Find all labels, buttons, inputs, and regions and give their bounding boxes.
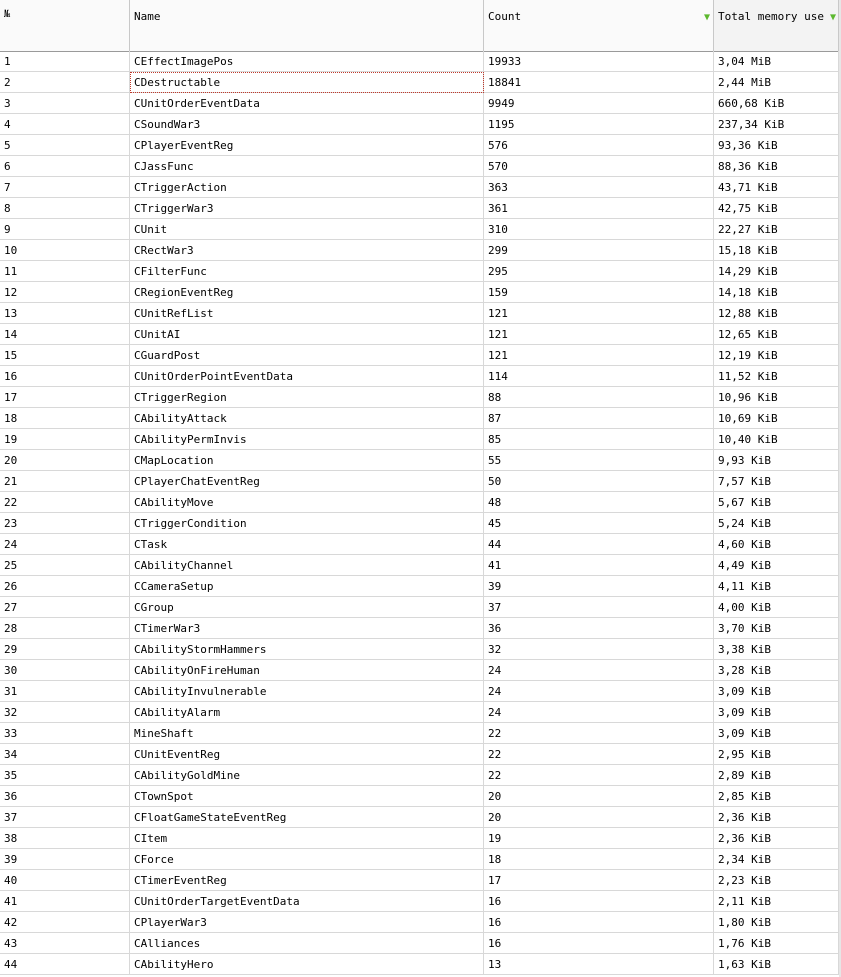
memory-cell[interactable]: 88,36 KiB xyxy=(714,156,839,177)
name-cell[interactable]: CRectWar3 xyxy=(130,240,484,261)
table-row[interactable] xyxy=(0,303,841,324)
table-row[interactable] xyxy=(0,513,841,534)
memory-cell[interactable]: 12,88 KiB xyxy=(714,303,839,324)
name-cell[interactable]: CUnit xyxy=(130,219,484,240)
name-cell[interactable]: CAbilityGoldMine xyxy=(130,765,484,786)
table-row[interactable] xyxy=(0,156,841,177)
row-number-cell[interactable]: 29 xyxy=(0,639,130,660)
count-cell[interactable]: 16 xyxy=(484,891,714,912)
row-number-cell[interactable]: 43 xyxy=(0,933,130,954)
memory-cell[interactable]: 2,23 KiB xyxy=(714,870,839,891)
row-number-cell[interactable]: 41 xyxy=(0,891,130,912)
memory-cell[interactable]: 1,63 KiB xyxy=(714,954,839,975)
row-number-cell[interactable]: 32 xyxy=(0,702,130,723)
table-row[interactable] xyxy=(0,954,841,975)
memory-cell[interactable]: 42,75 KiB xyxy=(714,198,839,219)
row-number-cell[interactable]: 37 xyxy=(0,807,130,828)
count-cell[interactable]: 24 xyxy=(484,660,714,681)
table-row[interactable] xyxy=(0,807,841,828)
count-cell[interactable]: 19 xyxy=(484,828,714,849)
memory-cell[interactable]: 4,49 KiB xyxy=(714,555,839,576)
count-cell[interactable]: 85 xyxy=(484,429,714,450)
table-row[interactable] xyxy=(0,282,841,303)
name-cell[interactable]: CTriggerRegion xyxy=(130,387,484,408)
table-row[interactable] xyxy=(0,597,841,618)
name-cell[interactable]: CUnitEventReg xyxy=(130,744,484,765)
name-cell[interactable]: CTriggerWar3 xyxy=(130,198,484,219)
row-number-cell[interactable]: 17 xyxy=(0,387,130,408)
row-number-cell[interactable]: 21 xyxy=(0,471,130,492)
name-cell[interactable]: CEffectImagePos xyxy=(130,51,484,72)
table-row[interactable] xyxy=(0,366,841,387)
table-row[interactable] xyxy=(0,723,841,744)
column-header-name[interactable] xyxy=(130,0,484,51)
column-header-total-memory[interactable] xyxy=(714,0,839,51)
name-cell[interactable]: CAbilityAlarm xyxy=(130,702,484,723)
name-cell[interactable]: CAbilityInvulnerable xyxy=(130,681,484,702)
name-cell[interactable]: CPlayerChatEventReg xyxy=(130,471,484,492)
count-cell[interactable]: 45 xyxy=(484,513,714,534)
count-cell[interactable]: 37 xyxy=(484,597,714,618)
memory-cell[interactable]: 7,57 KiB xyxy=(714,471,839,492)
row-number-cell[interactable]: 14 xyxy=(0,324,130,345)
row-number-cell[interactable]: 33 xyxy=(0,723,130,744)
count-cell[interactable]: 44 xyxy=(484,534,714,555)
sort-desc-icon[interactable]: ▼ xyxy=(703,12,710,23)
name-cell[interactable]: CMapLocation xyxy=(130,450,484,471)
memory-cell[interactable]: 2,44 MiB xyxy=(714,72,839,93)
count-cell[interactable]: 24 xyxy=(484,681,714,702)
count-cell[interactable]: 570 xyxy=(484,156,714,177)
count-cell[interactable]: 24 xyxy=(484,702,714,723)
memory-cell[interactable]: 10,96 KiB xyxy=(714,387,839,408)
memory-cell[interactable]: 22,27 KiB xyxy=(714,219,839,240)
count-cell[interactable]: 22 xyxy=(484,723,714,744)
memory-cell[interactable]: 237,34 KiB xyxy=(714,114,839,135)
row-number-cell[interactable]: 23 xyxy=(0,513,130,534)
memory-cell[interactable]: 93,36 KiB xyxy=(714,135,839,156)
memory-cell[interactable]: 4,11 KiB xyxy=(714,576,839,597)
memory-cell[interactable]: 3,04 MiB xyxy=(714,51,839,72)
count-cell[interactable]: 36 xyxy=(484,618,714,639)
table-row[interactable] xyxy=(0,51,841,72)
name-cell[interactable]: CUnitOrderEventData xyxy=(130,93,484,114)
row-number-cell[interactable]: 24 xyxy=(0,534,130,555)
table-row[interactable] xyxy=(0,891,841,912)
row-number-cell[interactable]: 19 xyxy=(0,429,130,450)
name-cell[interactable]: MineShaft xyxy=(130,723,484,744)
name-cell[interactable]: CUnitAI xyxy=(130,324,484,345)
count-cell[interactable]: 361 xyxy=(484,198,714,219)
name-cell[interactable]: CAbilityOnFireHuman xyxy=(130,660,484,681)
row-number-cell[interactable]: 30 xyxy=(0,660,130,681)
count-cell[interactable]: 20 xyxy=(484,786,714,807)
memory-cell[interactable]: 3,09 KiB xyxy=(714,723,839,744)
row-number-cell[interactable]: 5 xyxy=(0,135,130,156)
memory-cell[interactable]: 2,36 KiB xyxy=(714,807,839,828)
column-header-label: Count xyxy=(488,10,522,23)
memory-cell[interactable]: 3,70 KiB xyxy=(714,618,839,639)
name-cell[interactable]: CTriggerAction xyxy=(130,177,484,198)
row-number-cell[interactable]: 20 xyxy=(0,450,130,471)
count-cell[interactable]: 16 xyxy=(484,912,714,933)
name-cell[interactable]: CItem xyxy=(130,828,484,849)
count-cell[interactable]: 32 xyxy=(484,639,714,660)
count-cell[interactable]: 121 xyxy=(484,303,714,324)
name-cell[interactable]: CAbilityHero xyxy=(130,954,484,975)
memory-cell[interactable]: 2,36 KiB xyxy=(714,828,839,849)
column-header-count[interactable] xyxy=(484,0,714,51)
memory-cell[interactable]: 14,29 KiB xyxy=(714,261,839,282)
name-cell[interactable]: CTriggerCondition xyxy=(130,513,484,534)
table-row[interactable] xyxy=(0,387,841,408)
row-number-cell[interactable]: 6 xyxy=(0,156,130,177)
row-number-cell[interactable]: 22 xyxy=(0,492,130,513)
memory-cell[interactable]: 14,18 KiB xyxy=(714,282,839,303)
name-cell[interactable]: CGroup xyxy=(130,597,484,618)
count-cell[interactable]: 159 xyxy=(484,282,714,303)
table-row[interactable] xyxy=(0,408,841,429)
table-row[interactable] xyxy=(0,198,841,219)
memory-cell[interactable]: 10,40 KiB xyxy=(714,429,839,450)
table-row[interactable] xyxy=(0,912,841,933)
memory-cell[interactable]: 660,68 KiB xyxy=(714,93,839,114)
table-row[interactable] xyxy=(0,576,841,597)
table-row[interactable] xyxy=(0,93,841,114)
memory-cell[interactable]: 12,19 KiB xyxy=(714,345,839,366)
count-cell[interactable]: 87 xyxy=(484,408,714,429)
count-cell[interactable]: 50 xyxy=(484,471,714,492)
name-cell[interactable]: CJassFunc xyxy=(130,156,484,177)
count-cell[interactable]: 19933 xyxy=(484,51,714,72)
row-number-cell[interactable]: 31 xyxy=(0,681,130,702)
row-number-cell[interactable]: 12 xyxy=(0,282,130,303)
name-cell[interactable]: CUnitRefList xyxy=(130,303,484,324)
count-cell[interactable]: 121 xyxy=(484,324,714,345)
memory-cell[interactable]: 4,00 KiB xyxy=(714,597,839,618)
count-cell[interactable]: 1195 xyxy=(484,114,714,135)
count-cell[interactable]: 9949 xyxy=(484,93,714,114)
count-cell[interactable]: 20 xyxy=(484,807,714,828)
name-cell[interactable]: CTask xyxy=(130,534,484,555)
row-number-cell[interactable]: 28 xyxy=(0,618,130,639)
count-cell[interactable]: 18 xyxy=(484,849,714,870)
memory-cell[interactable]: 2,85 KiB xyxy=(714,786,839,807)
table-row[interactable] xyxy=(0,765,841,786)
table-row[interactable] xyxy=(0,639,841,660)
table-row[interactable] xyxy=(0,849,841,870)
name-cell[interactable]: CDestructable xyxy=(130,72,484,93)
table-row[interactable] xyxy=(0,786,841,807)
table-row[interactable] xyxy=(0,828,841,849)
row-number-cell[interactable]: 4 xyxy=(0,114,130,135)
row-number-cell[interactable]: 9 xyxy=(0,219,130,240)
row-number-cell[interactable]: 42 xyxy=(0,912,130,933)
table-row[interactable] xyxy=(0,681,841,702)
name-cell[interactable]: CPlayerEventReg xyxy=(130,135,484,156)
count-cell[interactable]: 121 xyxy=(484,345,714,366)
name-cell[interactable]: CTownSpot xyxy=(130,786,484,807)
memory-cell[interactable]: 5,67 KiB xyxy=(714,492,839,513)
column-header-number[interactable] xyxy=(0,0,130,51)
count-cell[interactable]: 13 xyxy=(484,954,714,975)
memory-cell[interactable]: 1,76 KiB xyxy=(714,933,839,954)
memory-cell[interactable]: 3,38 KiB xyxy=(714,639,839,660)
row-number-cell[interactable]: 13 xyxy=(0,303,130,324)
table-row[interactable] xyxy=(0,345,841,366)
table-row[interactable] xyxy=(0,555,841,576)
memory-cell[interactable]: 15,18 KiB xyxy=(714,240,839,261)
memory-cell[interactable]: 1,80 KiB xyxy=(714,912,839,933)
table-row[interactable] xyxy=(0,240,841,261)
row-number-cell[interactable]: 16 xyxy=(0,366,130,387)
row-number-cell[interactable]: 10 xyxy=(0,240,130,261)
name-cell[interactable]: CAbilityAttack xyxy=(130,408,484,429)
row-number-cell[interactable]: 25 xyxy=(0,555,130,576)
name-cell[interactable]: CGuardPost xyxy=(130,345,484,366)
name-cell[interactable]: CAbilityStormHammers xyxy=(130,639,484,660)
count-cell[interactable]: 55 xyxy=(484,450,714,471)
count-cell[interactable]: 114 xyxy=(484,366,714,387)
name-cell[interactable]: CPlayerWar3 xyxy=(130,912,484,933)
count-cell[interactable]: 48 xyxy=(484,492,714,513)
name-cell[interactable]: CUnitOrderPointEventData xyxy=(130,366,484,387)
table-row[interactable] xyxy=(0,324,841,345)
name-cell[interactable]: CForce xyxy=(130,849,484,870)
table-row[interactable] xyxy=(0,618,841,639)
table-row[interactable] xyxy=(0,177,841,198)
count-cell[interactable]: 41 xyxy=(484,555,714,576)
memory-cell[interactable]: 5,24 KiB xyxy=(714,513,839,534)
row-number-cell[interactable]: 26 xyxy=(0,576,130,597)
row-number-cell[interactable]: 27 xyxy=(0,597,130,618)
row-number-cell[interactable]: 39 xyxy=(0,849,130,870)
row-number-cell[interactable]: 2 xyxy=(0,72,130,93)
table-body xyxy=(0,51,841,975)
name-cell[interactable]: CRegionEventReg xyxy=(130,282,484,303)
memory-cell[interactable]: 9,93 KiB xyxy=(714,450,839,471)
count-cell[interactable]: 39 xyxy=(484,576,714,597)
memory-cell[interactable]: 12,65 KiB xyxy=(714,324,839,345)
memory-cell[interactable]: 3,28 KiB xyxy=(714,660,839,681)
row-number-cell[interactable]: 3 xyxy=(0,93,130,114)
row-number-cell[interactable]: 40 xyxy=(0,870,130,891)
name-cell[interactable]: CTimerEventReg xyxy=(130,870,484,891)
table-row[interactable] xyxy=(0,492,841,513)
row-number-cell[interactable]: 15 xyxy=(0,345,130,366)
table-row[interactable] xyxy=(0,870,841,891)
memory-cell[interactable]: 43,71 KiB xyxy=(714,177,839,198)
name-cell[interactable]: CAbilityMove xyxy=(130,492,484,513)
table-header xyxy=(0,0,841,52)
memory-cell[interactable]: 4,60 KiB xyxy=(714,534,839,555)
row-number-cell[interactable]: 36 xyxy=(0,786,130,807)
name-cell[interactable]: CUnitOrderTargetEventData xyxy=(130,891,484,912)
column-header-label: Total memory use xyxy=(718,10,824,23)
table-row[interactable] xyxy=(0,744,841,765)
sort-desc-icon[interactable]: ▼ xyxy=(829,12,836,23)
row-number-cell[interactable]: 44 xyxy=(0,954,130,975)
count-cell[interactable]: 576 xyxy=(484,135,714,156)
table-row[interactable] xyxy=(0,702,841,723)
name-cell[interactable]: CAlliances xyxy=(130,933,484,954)
count-cell[interactable]: 310 xyxy=(484,219,714,240)
memory-cell[interactable]: 2,34 KiB xyxy=(714,849,839,870)
row-number-cell[interactable]: 35 xyxy=(0,765,130,786)
name-cell[interactable]: CAbilityPermInvis xyxy=(130,429,484,450)
count-cell[interactable]: 22 xyxy=(484,744,714,765)
table-row[interactable] xyxy=(0,450,841,471)
count-cell[interactable]: 18841 xyxy=(484,72,714,93)
name-cell[interactable]: CCameraSetup xyxy=(130,576,484,597)
row-number-cell[interactable]: 38 xyxy=(0,828,130,849)
row-number-cell[interactable]: 7 xyxy=(0,177,130,198)
memory-cell[interactable]: 2,11 KiB xyxy=(714,891,839,912)
memory-cell[interactable]: 10,69 KiB xyxy=(714,408,839,429)
count-cell[interactable]: 22 xyxy=(484,765,714,786)
table-row[interactable] xyxy=(0,135,841,156)
row-number-cell[interactable]: 18 xyxy=(0,408,130,429)
table-row[interactable] xyxy=(0,534,841,555)
memory-cell[interactable]: 3,09 KiB xyxy=(714,681,839,702)
row-number-cell[interactable]: 1 xyxy=(0,51,130,72)
name-cell[interactable]: CSoundWar3 xyxy=(130,114,484,135)
column-header-label: № xyxy=(4,9,11,20)
count-cell[interactable]: 17 xyxy=(484,870,714,891)
row-number-cell[interactable]: 34 xyxy=(0,744,130,765)
row-number-cell[interactable]: 8 xyxy=(0,198,130,219)
column-header-label: Name xyxy=(134,10,161,23)
name-cell[interactable]: CFilterFunc xyxy=(130,261,484,282)
name-cell[interactable]: CTimerWar3 xyxy=(130,618,484,639)
count-cell[interactable]: 363 xyxy=(484,177,714,198)
memory-cell[interactable]: 2,95 KiB xyxy=(714,744,839,765)
row-number-cell[interactable]: 11 xyxy=(0,261,130,282)
table-row[interactable] xyxy=(0,933,841,954)
count-cell[interactable]: 299 xyxy=(484,240,714,261)
table-row[interactable] xyxy=(0,72,841,93)
table-row[interactable] xyxy=(0,114,841,135)
table-row[interactable] xyxy=(0,261,841,282)
table-row[interactable] xyxy=(0,219,841,240)
table-row[interactable] xyxy=(0,471,841,492)
table-row[interactable] xyxy=(0,429,841,450)
memory-cell[interactable]: 2,89 KiB xyxy=(714,765,839,786)
count-cell[interactable]: 295 xyxy=(484,261,714,282)
name-cell[interactable]: CFloatGameStateEventReg xyxy=(130,807,484,828)
count-cell[interactable]: 16 xyxy=(484,933,714,954)
memory-cell[interactable]: 11,52 KiB xyxy=(714,366,839,387)
memory-cell[interactable]: 3,09 KiB xyxy=(714,702,839,723)
count-cell[interactable]: 88 xyxy=(484,387,714,408)
table-row[interactable] xyxy=(0,660,841,681)
name-cell[interactable]: CAbilityChannel xyxy=(130,555,484,576)
